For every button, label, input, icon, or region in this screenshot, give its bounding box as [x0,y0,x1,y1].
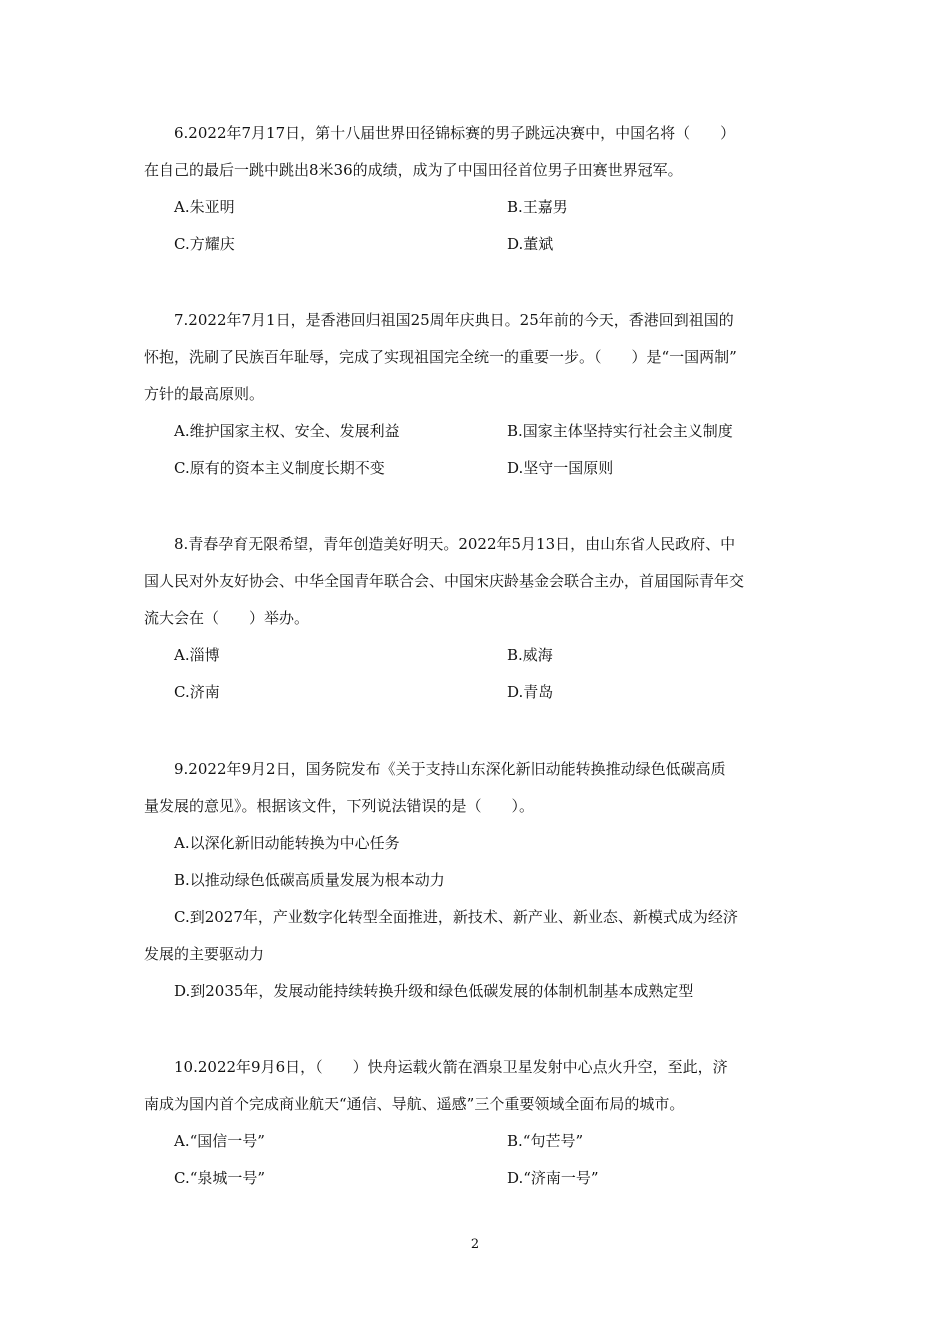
option-d: D.“济南一号” [507,1169,599,1187]
options [144,189,810,263]
question-stem-line: 9.2022年9月2日，国务院发布《关于支持山东深化新旧动能转换推动绿色低碳高质 [174,760,726,778]
option-b: B.威海 [507,646,553,664]
question-stem-line: 南成为国内首个完成商业航天“通信、导航、遥感”三个重要领域全面布局的城市。 [144,1095,685,1113]
option-c: C.原有的资本主义制度长期不变 [174,459,385,477]
option-c: C.“泉城一号” [174,1169,266,1187]
option-d: D.青岛 [507,683,554,701]
question-stem-line: 8.青春孕育无限希望，青年创造美好明天。2022年5月13日，由山东省人民政府、中 [174,535,736,553]
question-9 [144,751,810,1010]
question-8 [144,526,810,711]
options [144,413,810,487]
option-d: D.到2035年，发展动能持续转换升级和绿色低碳发展的体制机制基本成熟定型 [174,982,694,1000]
option-a: A.以深化新旧动能转换为中心任务 [174,834,400,852]
option-b: B.“句芒号” [507,1132,584,1150]
question-stem-line: 流大会在（ ）举办。 [144,609,310,627]
question-stem-line: 7.2022年7月1日，是香港回归祖国25周年庆典日。25年前的今天，香港回到祖国的 [174,311,734,329]
options [144,825,810,1010]
option-a: A.朱亚明 [174,198,235,216]
option-b: B.以推动绿色低碳高质量发展为根本动力 [174,871,445,889]
option-a: A.维护国家主权、安全、发展利益 [174,422,400,440]
option-c: C.到2027年，产业数字化转型全面推进，新技术、新产业、新业态、新模式成为经济 [174,908,738,926]
option-b: B.王嘉男 [507,198,568,216]
question-7 [144,302,810,487]
option-d: D.坚守一国原则 [507,459,614,477]
option-b: B.国家主体坚持实行社会主义制度 [507,422,733,440]
option-d: D.董斌 [507,235,554,253]
option-c: C.方耀庆 [174,235,235,253]
option-c-continued: 发展的主要驱动力 [144,945,265,963]
option-c: C.济南 [174,683,220,701]
question-6 [144,115,810,263]
question-stem-line: 方针的最高原则。 [144,385,265,403]
options [144,637,810,711]
question-stem-line: 量发展的意见》。根据该文件，下列说法错误的是（ ）。 [144,797,535,815]
question-stem-line: 10.2022年9月6日，（ ）快舟运载火箭在酒泉卫星发射中心点火升空，至此，济 [174,1058,728,1076]
question-10 [144,1049,810,1197]
option-a: A.淄博 [174,646,220,664]
option-a: A.“国信一号” [174,1132,265,1150]
question-stem-line: 6.2022年7月17日，第十八届世界田径锦标赛的男子跳远决赛中，中国名将（ ） [174,124,736,142]
page-number: 2 [470,1237,480,1252]
question-stem-line: 在自己的最后一跳中跳出8米36的成绩，成为了中国田径首位男子田赛世界冠军。 [144,161,683,179]
question-stem-line: 国人民对外友好协会、中华全国青年联合会、中国宋庆龄基金会联合主办，首届国际青年交 [144,572,745,590]
question-stem-line: 怀抱，洗刷了民族百年耻辱，完成了实现祖国完全统一的重要一步。（ ）是“一国两制” [144,348,737,366]
options [144,1123,810,1197]
